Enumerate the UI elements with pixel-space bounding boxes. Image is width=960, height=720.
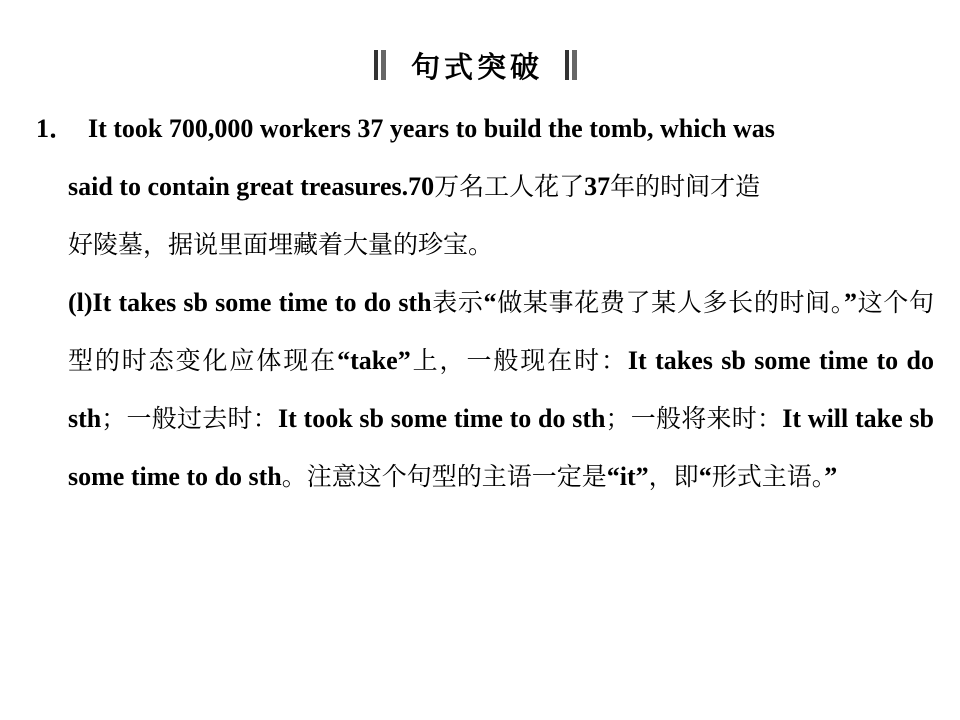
item-1-line-3 xyxy=(68,216,934,274)
note-text: 。注意这个句型的主语一定是 xyxy=(281,462,607,491)
pattern-past: It took sb xyxy=(278,404,384,433)
note-text: ，即 xyxy=(648,462,699,491)
keyword-it: “it” xyxy=(606,462,649,491)
item-1-line-1 xyxy=(36,100,934,158)
section-header xyxy=(0,44,960,86)
note-text: 上，一般现在 xyxy=(410,346,575,375)
pattern-future-cont: do sth xyxy=(214,462,282,491)
item-1-body xyxy=(36,158,934,506)
content-body xyxy=(36,100,934,506)
example-sentence-en: It took 700,000 workers 37 years to build the tomb, which was xyxy=(88,114,775,143)
quote-mark: “ xyxy=(698,462,712,491)
note-text: ；一般过去时： xyxy=(101,404,279,433)
note-text: 做某事花费了某人多长 xyxy=(496,288,754,317)
note-text: 的时间。 xyxy=(753,288,844,317)
quote-mark: ” xyxy=(843,288,857,317)
keyword-take: “take” xyxy=(337,346,411,375)
grammar-note xyxy=(68,274,934,506)
translation-zh: 万名工人花了 xyxy=(434,172,585,201)
pattern-present: It takes sb some time to do sth xyxy=(68,346,934,433)
double-bar-right-icon xyxy=(565,49,580,81)
note-text: 时： xyxy=(574,346,628,375)
pattern-future: It will take sb some time to xyxy=(68,404,934,491)
example-sentence-en-cont: said to contain great treasures.70 xyxy=(68,172,435,201)
pattern-label: (l)It takes sb some time to do sth xyxy=(68,288,432,317)
section-title: 句式突破 xyxy=(410,49,543,84)
double-bar-left-icon xyxy=(374,49,389,81)
note-text: 这个句型的时态变化应体现在 xyxy=(68,288,934,375)
item-1-line-2 xyxy=(68,158,934,216)
note-text: 表示 xyxy=(431,288,484,317)
note-text: 形式主语。 xyxy=(711,462,825,491)
pattern-past-cont: some time to do sth xyxy=(390,404,606,433)
quote-mark: ” xyxy=(824,462,838,491)
translation-number: 37 xyxy=(584,172,611,201)
translation-zh-end: 好陵墓，据说里面埋藏着大量的珍宝。 xyxy=(68,230,494,259)
note-text: ；一般将来时： xyxy=(605,404,783,433)
translation-zh-cont: 年的时间才造 xyxy=(610,172,761,201)
quote-mark: “ xyxy=(483,288,497,317)
item-number: 1． xyxy=(36,114,76,143)
